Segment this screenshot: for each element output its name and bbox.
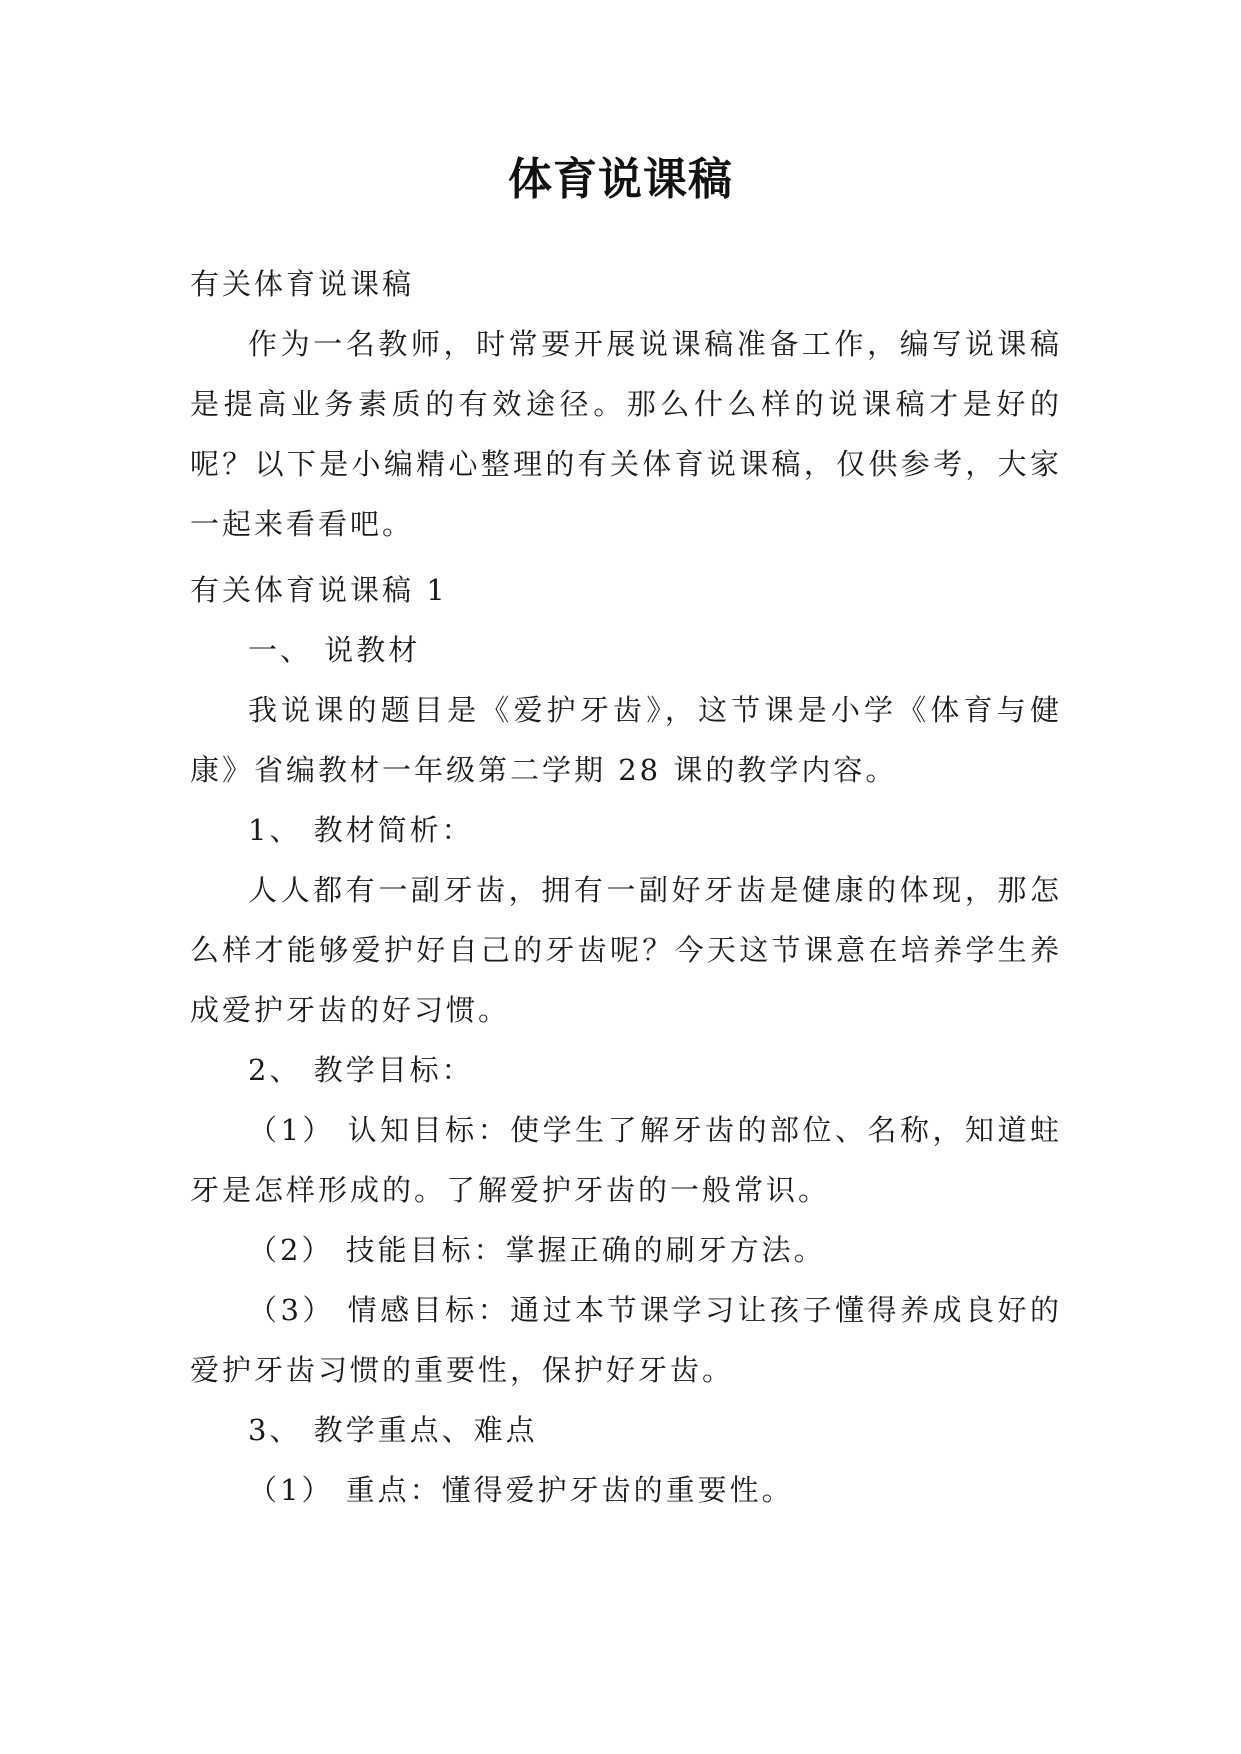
part-1-heading: 一、 说教材	[248, 633, 421, 667]
document-title: 体育说课稿	[508, 154, 733, 205]
key-point-1-text: （1） 重点：懂得爱护牙齿的重要性。	[248, 1473, 794, 1507]
item-1-paragraph: 人人都有一副牙齿，拥有一副好牙齿是健康的体现，那怎么样才能够爱护好自己的牙齿呢？今天这节课意在培养学生养成爱护牙齿的好习惯。	[190, 873, 1062, 1027]
goal-1-text: （1） 认知目标：使学生了解牙齿的部位、名称，知道蛀牙是怎样形成的。了解爱护牙齿的一般常识。	[190, 1113, 1062, 1207]
part-1-paragraph: 我说课的题目是《爱护牙齿》，这节课是小学《体育与健康》省编教材一年级第二学期 28 课的教学内容。	[190, 693, 1062, 787]
item-1-heading: 1、 教材简析：	[248, 813, 474, 847]
section-1-heading: 有关体育说课稿 1	[190, 573, 448, 607]
intro-block	[190, 254, 1062, 554]
item-3-heading: 3、 教学重点、难点	[248, 1413, 538, 1447]
intro-heading: 有关体育说课稿	[190, 267, 415, 301]
goal-3-text: （3） 情感目标：通过本节课学习让孩子懂得养成良好的爱护牙齿习惯的重要性，保护好牙齿。	[190, 1293, 1062, 1387]
item-2-heading: 2、 教学目标：	[248, 1053, 474, 1087]
goal-2-text: （2） 技能目标：掌握正确的刷牙方法。	[248, 1233, 826, 1267]
section-1-block	[190, 560, 1062, 1520]
intro-paragraph: 作为一名教师，时常要开展说课稿准备工作，编写说课稿是提高业务素质的有效途径。那么什么样的说课稿才是好的呢？以下是小编精心整理的有关体育说课稿，仅供参考，大家一起来看看吧。	[190, 327, 1062, 541]
